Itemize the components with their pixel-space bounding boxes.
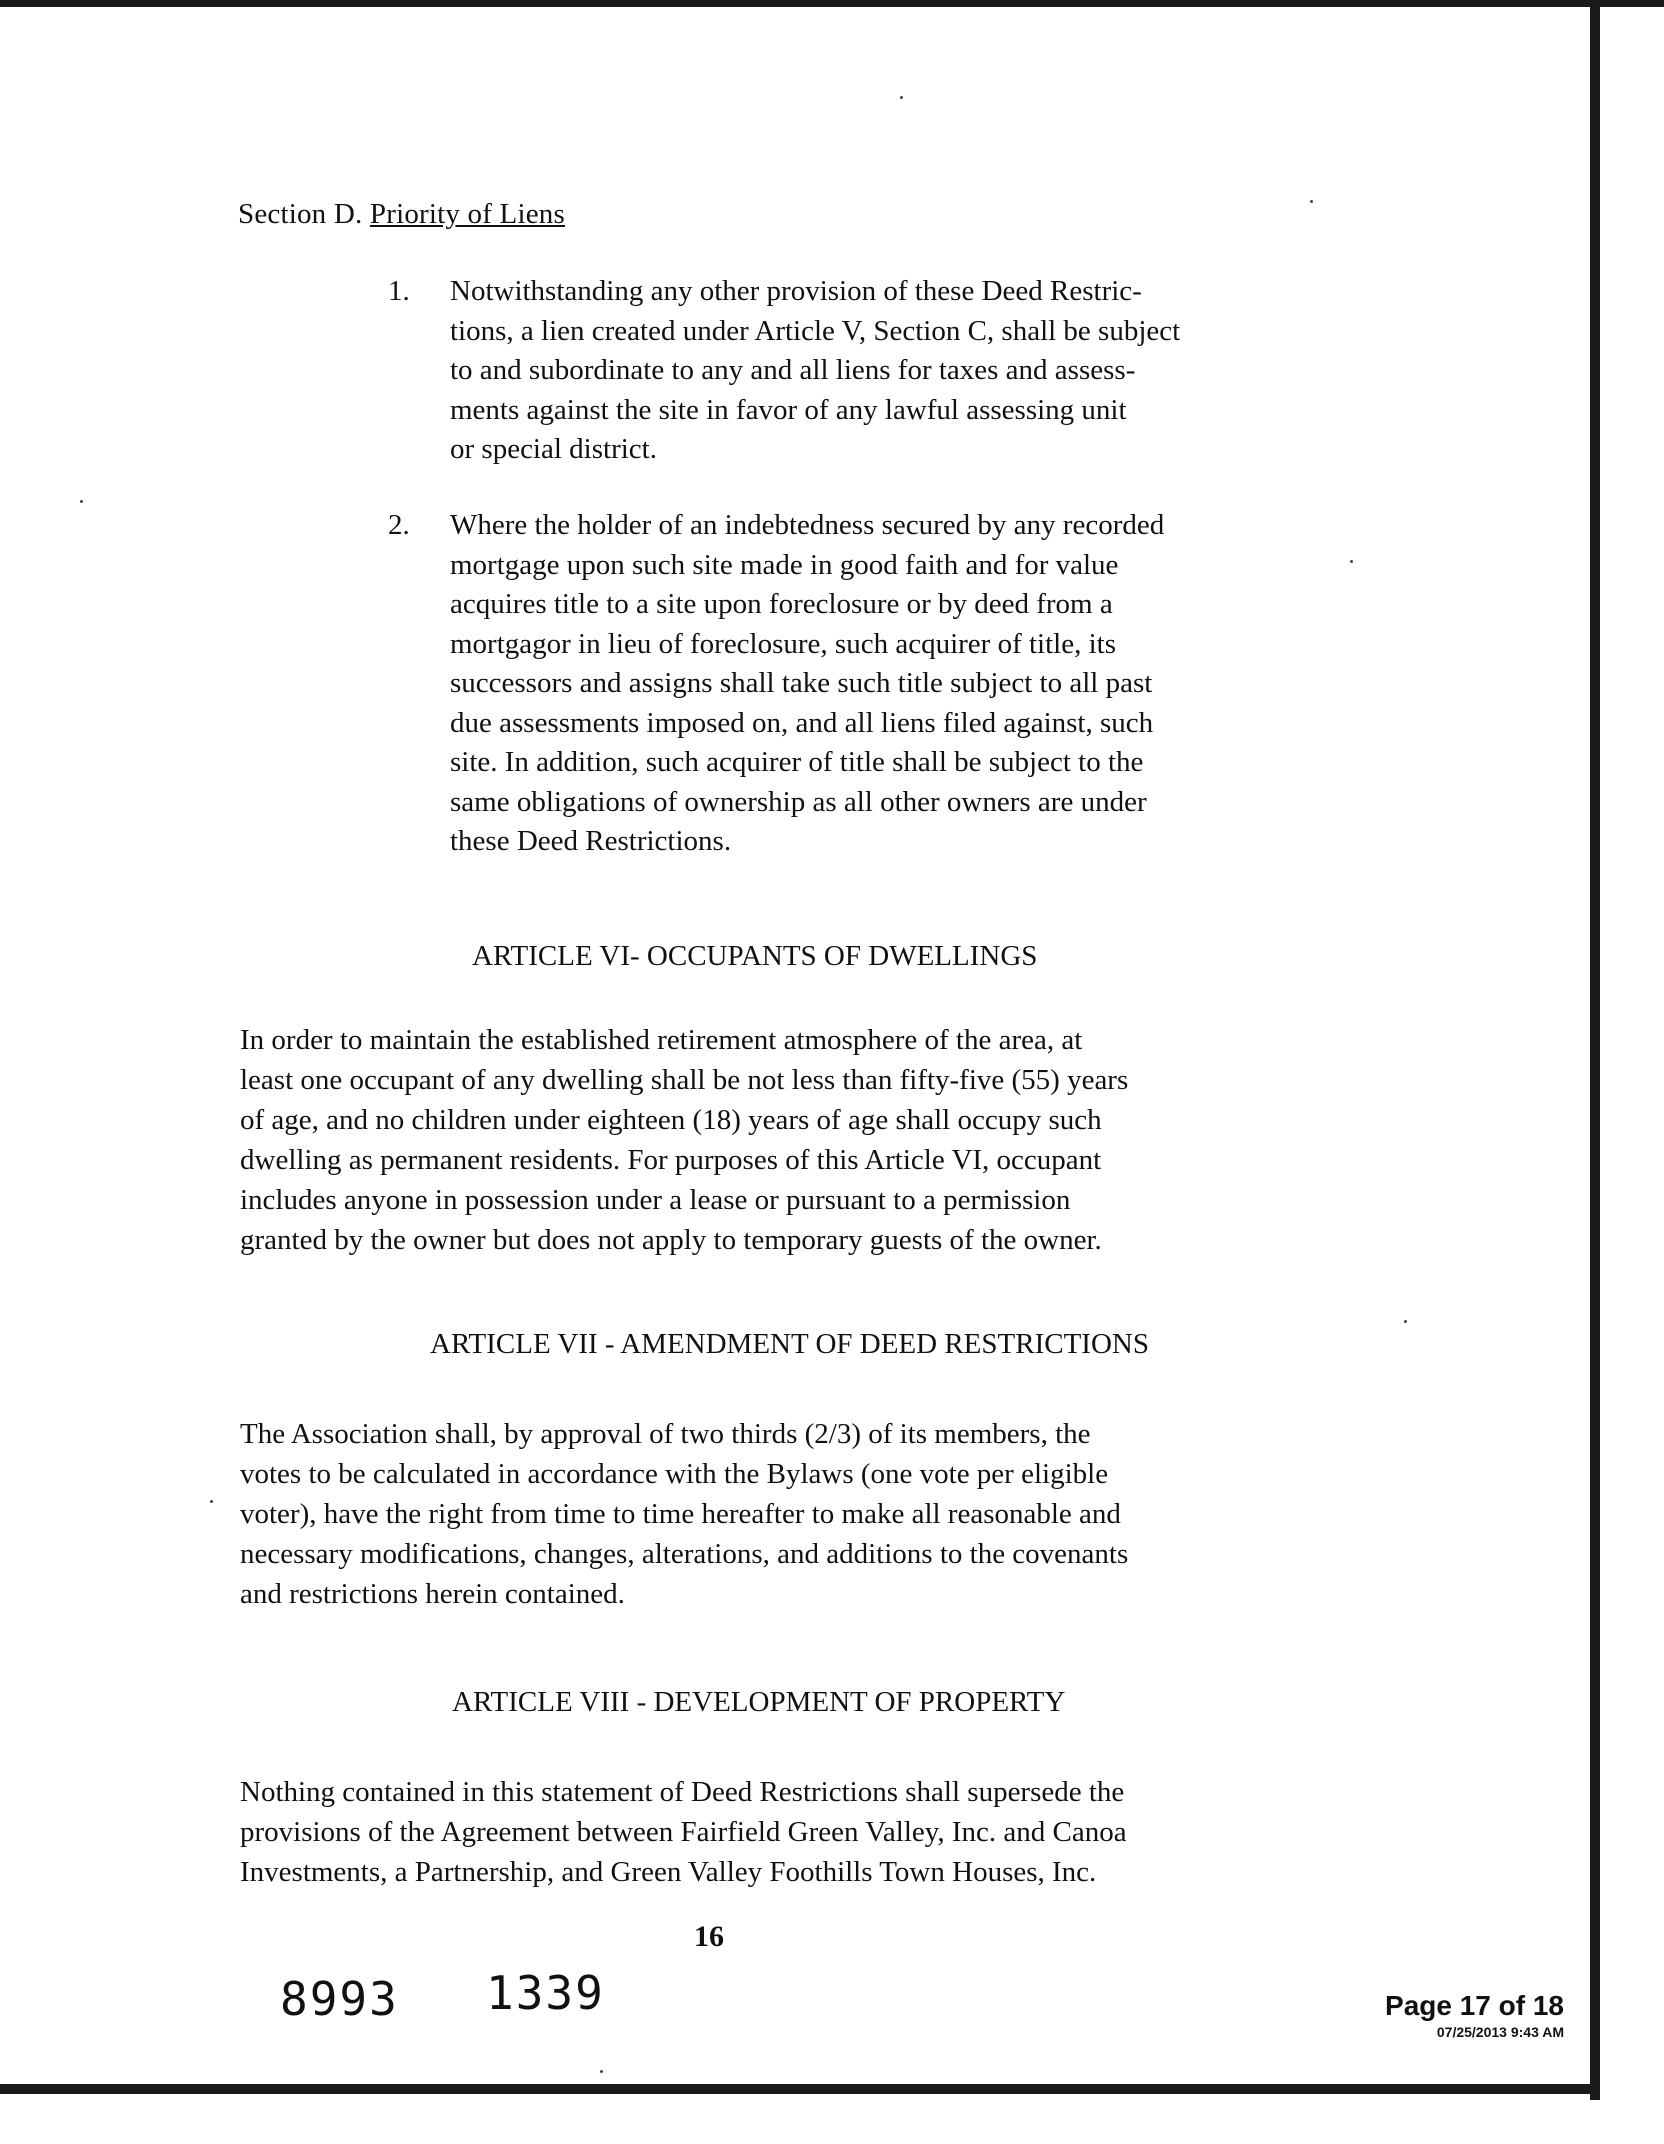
- page-number: 16: [694, 1920, 724, 1953]
- recording-stamp-docket: 8993: [280, 1972, 399, 2026]
- item-line: ments against the site in favor of any lawful assessing unit: [450, 393, 1127, 426]
- article-6-paragraph: [240, 1020, 1128, 1260]
- section-heading: [238, 198, 565, 231]
- paragraph-line: In order to maintain the established retirement atmosphere of the area, at: [240, 1024, 1083, 1056]
- item-line: acquires title to a site upon foreclosure or by deed from a: [450, 588, 1113, 620]
- item-line: Notwithstanding any other provision of these Deed Restric-: [450, 275, 1142, 307]
- article-8-heading: ARTICLE VIII - DEVELOPMENT OF PROPERTY: [452, 1686, 1066, 1718]
- article-8-paragraph: [240, 1772, 1127, 1892]
- scan-speck: [80, 500, 83, 503]
- article-7-heading: ARTICLE VII - AMENDMENT OF DEED RESTRICTIONS: [430, 1328, 1149, 1360]
- item-line: due assessments imposed on, and all liens filed against, such: [450, 706, 1154, 739]
- paragraph-line: and restrictions herein contained.: [240, 1578, 625, 1610]
- print-datetime: 07/25/2013 9:43 AM: [1436, 2024, 1564, 2040]
- article-6-heading: ARTICLE VI- OCCUPANTS OF DWELLINGS: [472, 940, 1038, 972]
- paragraph-line: least one occupant of any dwelling shall be not less than fifty-five (55) years: [240, 1064, 1129, 1096]
- item-number: 2.: [388, 509, 410, 541]
- numbered-item-2: [388, 506, 1164, 862]
- section-prefix: Section D.: [238, 198, 363, 230]
- paragraph-line: granted by the owner but does not apply to temporary guests of the owner.: [240, 1224, 1102, 1256]
- paragraph-line: votes to be calculated in accordance with the Bylaws (one vote per eligible: [240, 1458, 1109, 1490]
- paragraph-line: provisions of the Agreement between Fairfield Green Valley, Inc. and Canoa: [240, 1816, 1127, 1848]
- scan-border-top: [0, 0, 1664, 7]
- paragraph-line: dwelling as permanent residents. For purposes of this Article VI, occupant: [240, 1144, 1102, 1176]
- paragraph-line: necessary modifications, changes, alterations, and additions to the covenants: [240, 1538, 1129, 1570]
- item-line: to and subordinate to any and all liens for taxes and assess-: [450, 354, 1136, 386]
- item-line: mortgage upon such site made in good faith and for value: [450, 548, 1119, 581]
- scan-border-bottom: [0, 2084, 1600, 2094]
- scan-speck: [1310, 200, 1313, 203]
- paragraph-line: includes anyone in possession under a lease or pursuant to a permission: [240, 1184, 1071, 1216]
- item-line: site. In addition, such acquirer of title shall be subject to the: [450, 746, 1144, 778]
- paragraph-line: Investments, a Partnership, and Green Valley Foothills Town Houses, Inc.: [240, 1856, 1097, 1888]
- paragraph-line: of age, and no children under eighteen (18) years of age shall occupy such: [240, 1104, 1102, 1136]
- item-line: tions, a lien created under Article V, Section C, shall be subject: [450, 314, 1181, 347]
- scan-speck: [210, 1500, 213, 1503]
- item-line: successors and assigns shall take such title subject to all past: [450, 667, 1153, 699]
- page-of-label: Page 17 of 18: [1385, 1990, 1564, 2021]
- recording-stamp-page: 1339: [486, 1966, 605, 2020]
- paragraph-line: The Association shall, by approval of two thirds (2/3) of its members, the: [240, 1418, 1091, 1450]
- item-line: same obligations of ownership as all other owners are under: [450, 785, 1147, 818]
- item-line: mortgagor in lieu of foreclosure, such acquirer of title, its: [450, 627, 1116, 660]
- numbered-item-1: [388, 272, 1180, 470]
- item-line: Where the holder of an indebtedness secured by any recorded: [450, 509, 1165, 541]
- scan-speck: [600, 2070, 603, 2073]
- item-line: or special district.: [450, 433, 657, 465]
- scan-speck: [1350, 560, 1353, 563]
- section-title: Priority of Liens: [369, 198, 565, 230]
- scan-speck: [900, 96, 903, 99]
- scan-border-right: [1590, 0, 1600, 2100]
- article-7-paragraph: [240, 1414, 1128, 1614]
- paragraph-line: Nothing contained in this statement of Deed Restrictions shall supersede the: [240, 1776, 1125, 1808]
- item-line: these Deed Restrictions.: [450, 825, 732, 857]
- item-number: 1.: [388, 275, 410, 307]
- scan-speck: [1404, 1320, 1407, 1323]
- paragraph-line: voter), have the right from time to time hereafter to make all reasonable and: [240, 1498, 1121, 1530]
